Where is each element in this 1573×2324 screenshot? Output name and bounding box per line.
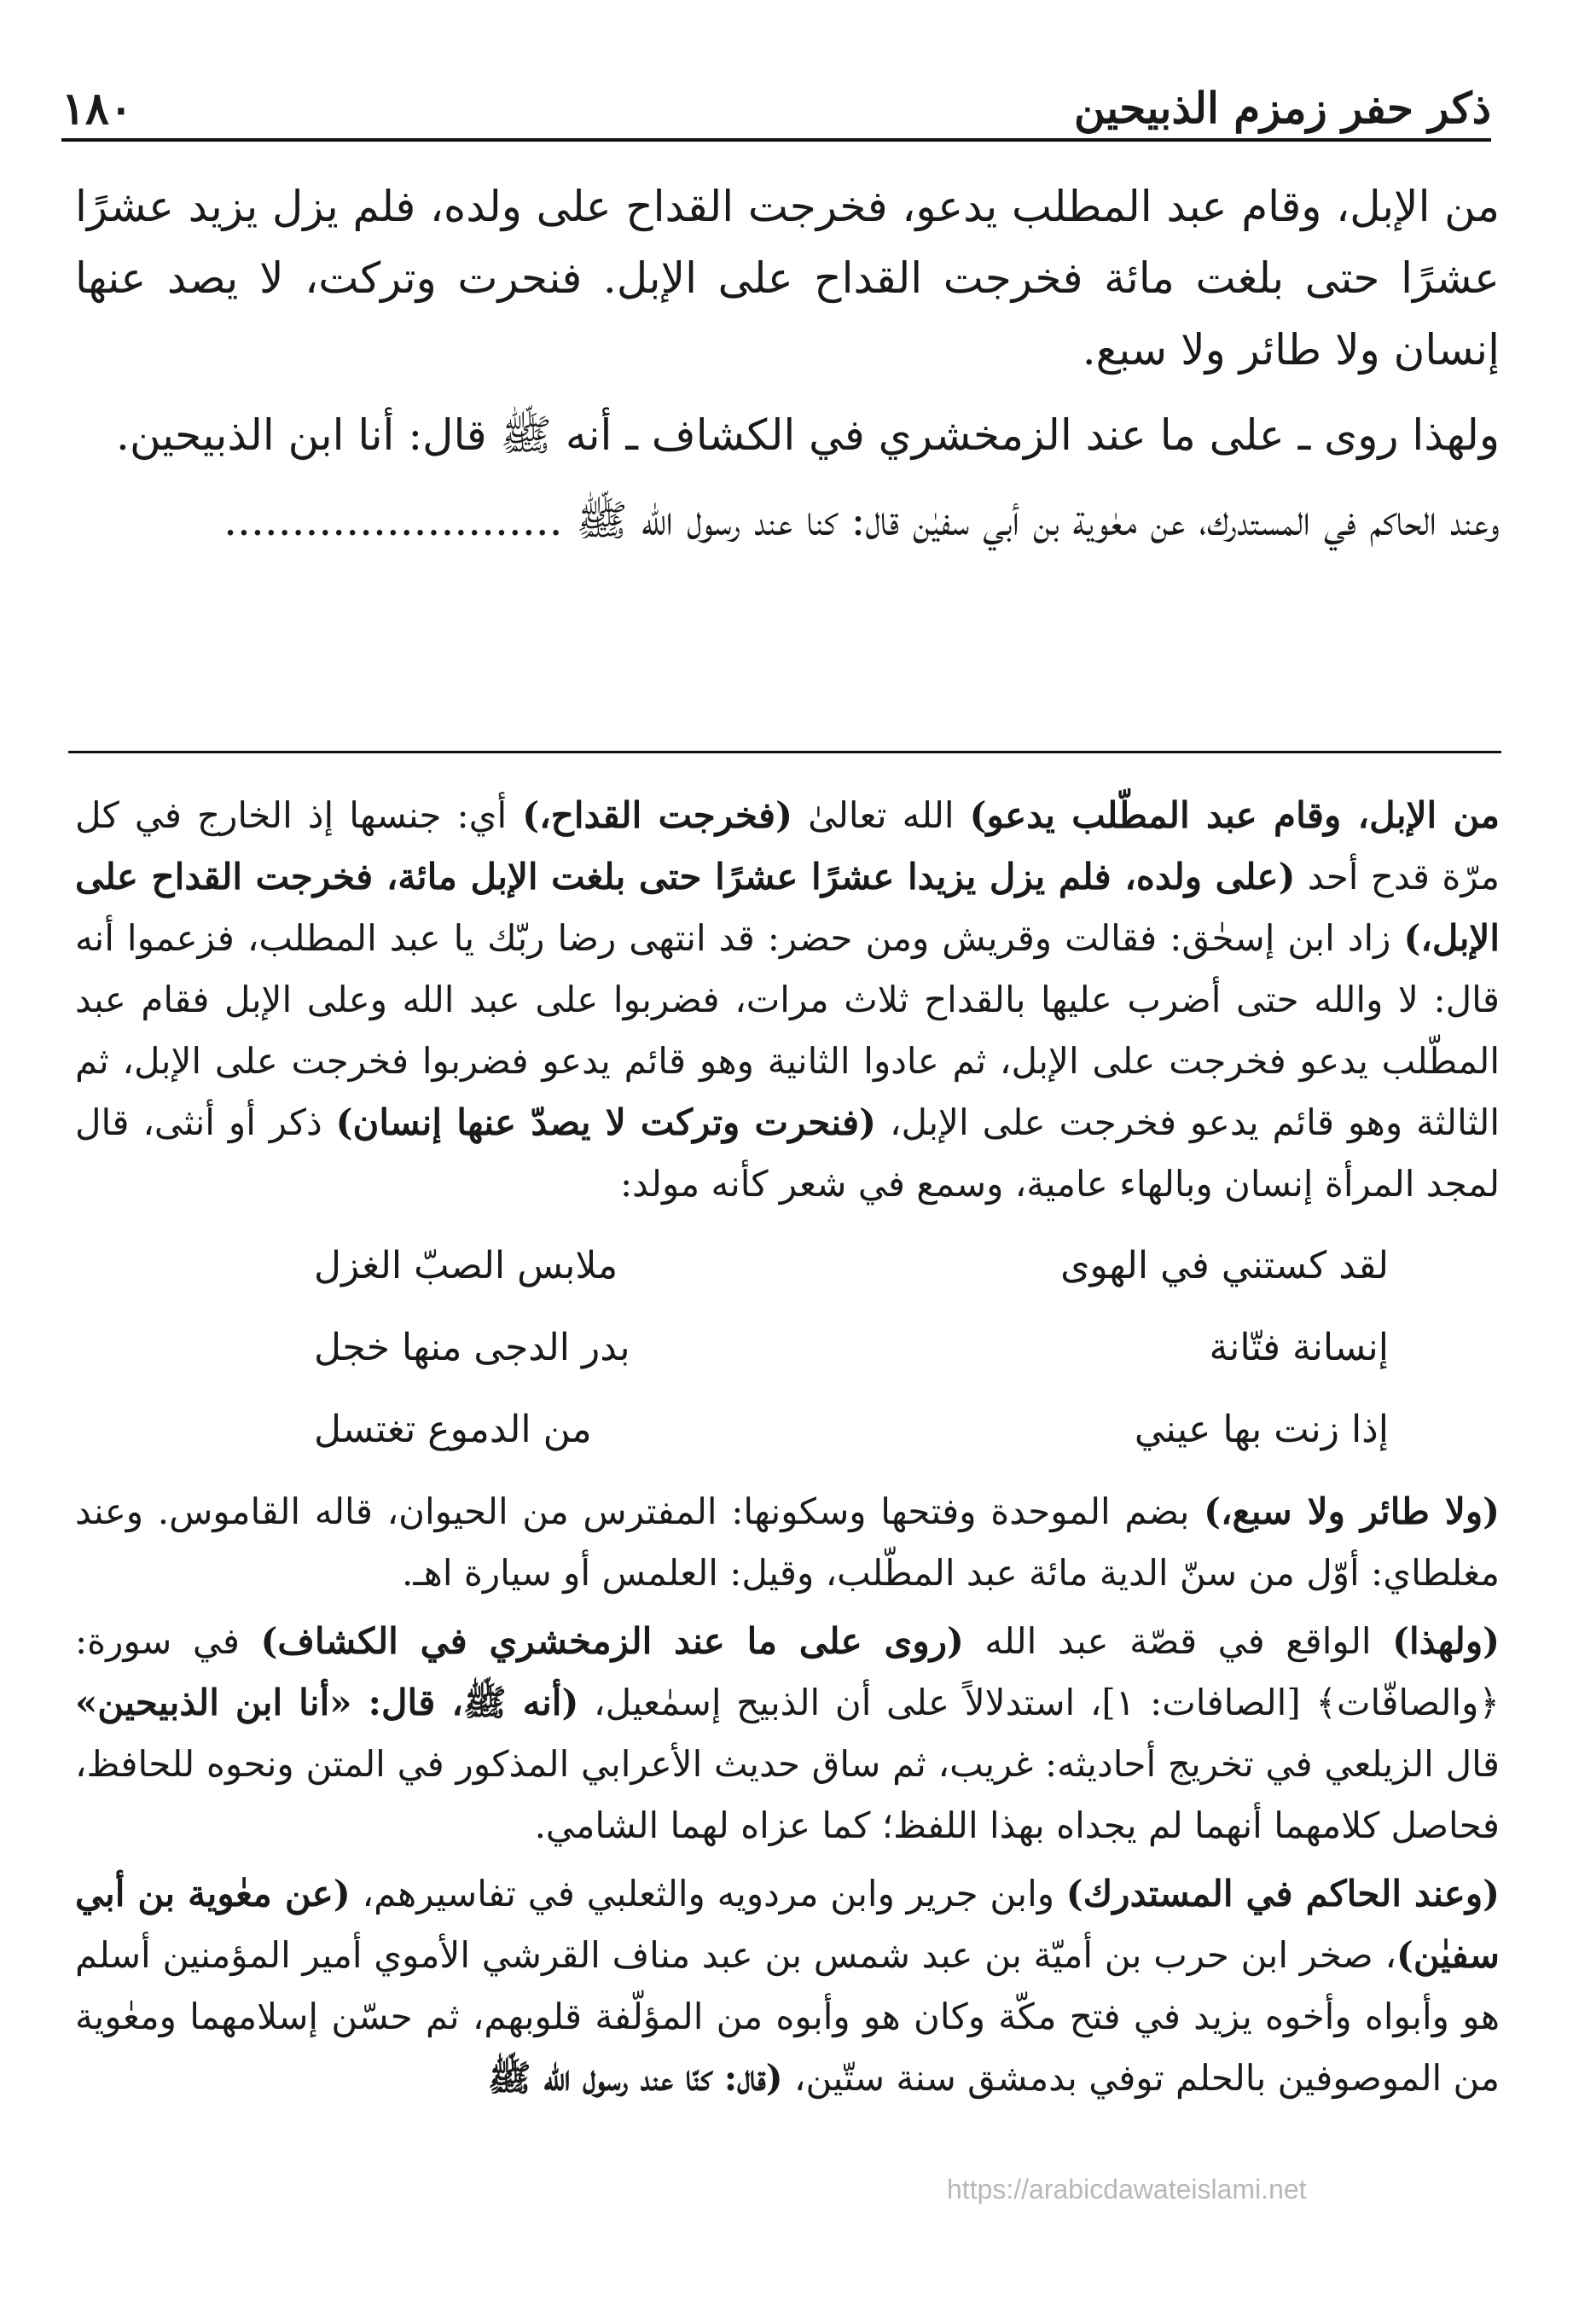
verse-first-hemistich: إنسانة فتّانة — [1209, 1326, 1389, 1369]
quoted-text: (على ولده، فلم يزل يزيدا عشرًا عشرًا حتى بلغت الإبل مائة، فخرجت القداح على الإبل،) — [75, 856, 1500, 959]
quoted-text: (ولا طائر ولا سبع،) — [1204, 1490, 1500, 1532]
commentary-text: الواقع في قصّة عبد الله — [963, 1620, 1393, 1662]
commentary-paragraph — [75, 785, 1500, 1215]
main-text — [75, 171, 1500, 570]
ellipsis-dots: ......................... — [223, 496, 563, 545]
quoted-text: (فنحرت وتركت لا يصدّ عنها إنسان) — [335, 1101, 876, 1143]
commentary-text: قال الزيلعي في تخريج أحاديثه: غريب، ثم ساق حديث الأعرابي المذكور في المتن ونحوه للحافظ، فحاصل كلامهما أنهما لم يجداه بهذا اللفظ؛ كما عزاه لهما الشامي. — [75, 1743, 1500, 1846]
commentary-text: بضم الموحدة وفتحها وسكونها: المفترس من الحيوان، قاله القاموس. وعند مغلطاي: أوّل من سنّ الدية مائة عبد المطّلب، وقيل: العلمس أو سيارة اهـ. — [75, 1490, 1500, 1594]
commentary-text: وابن جرير وابن مردويه والثعلبي في تفاسيرهم، — [350, 1873, 1066, 1914]
poem — [75, 1225, 1500, 1471]
verse-second-hemistich: ملابس الصبّ الغزل — [314, 1244, 618, 1287]
verse-first-hemistich: لقد كستني في الهوى — [1060, 1244, 1389, 1287]
quoted-text: (قال: كنّا عند رسول الله ﷺ — [487, 2057, 783, 2099]
commentary-paragraph — [75, 1863, 1500, 2109]
verse-first-hemistich: إذا زنت بها عيني — [1134, 1408, 1389, 1451]
quoted-text: (عن معٰوية بن أبي سفيٰن) — [75, 1873, 1500, 1976]
commentary-text: الله تعالىٰ — [792, 794, 970, 836]
commentary-paragraph — [75, 1611, 1500, 1856]
commentary-text: أي: جنسها إذ الخارج في كل مرّة قدح أحد — [75, 794, 1500, 898]
main-paragraph: ولهذا روى ـ على ما عند الزمخشري في الكشاف ـ أنه ﷺ قال: أنا ابن الذبيحين. — [116, 410, 1500, 460]
main-paragraph-text: وعند الحاكم في المستدرك، عن معٰوية بن أبي سفيٰن قال: كنا عند رسول الله ﷺ — [576, 496, 1500, 545]
commentary-text: زاد ابن إسحٰق: فقالت وقريش ومن حضر: قد انتهى رضا ربّك يا عبد المطلب، فزعموا أنه قال: لا والله حتى أضرب عليها بالقداح ثلاث مرات، فضربوا على عبد الله وعلى الإبل فقام عبد المطّلب يدعو فخرجت على الإبل، ثم عادوا الثانية وهو قائم يدعو فضربوا فخرجت على الإبل، ثم الثالثة وهو قائم يدعو فخرجت على الإبل، — [75, 917, 1500, 1143]
quoted-text: (ولهذا) — [1392, 1620, 1500, 1662]
quoted-text: (أنه ﷺ، قال: «أنا ابن الذبيحين» — [75, 1682, 579, 1723]
commentary-text: في سورة: ﴿والصافّات﴾ [الصافات: ١]، استدلالاً على أن الذبيح إسمٰعيل، — [75, 1620, 1500, 1723]
poem-verse — [75, 1225, 1500, 1307]
verse-second-hemistich: من الدموع تغتسل — [314, 1408, 592, 1451]
main-paragraph — [75, 485, 1500, 556]
text-divider — [68, 751, 1501, 753]
commentary — [75, 785, 1500, 2116]
page-header — [61, 78, 1491, 142]
main-paragraph: من الإبل، وقام عبد المطلب يدعو، فخرجت القداح على ولده، فلم يزل يزيد عشرًا عشرًا حتى بلغت مائة فخرجت القداح على الإبل. فنحرت وتركت، لا يصد عنها إنسان ولا طائر ولا سبع. — [75, 182, 1500, 375]
page-number: ١٨٠ — [61, 83, 133, 135]
watermark: https://arabicdawateislami.net — [947, 2174, 1307, 2205]
commentary-text: ، صخر ابن حرب بن أميّة بن عبد شمس بن عبد مناف القرشي الأموي أمير المؤمنين أسلم هو وأبواه وأخوه يزيد في فتح مكّة وكان هو وأبوه من المؤلّفة قلوبهم، ثم حسّن إسلامهما ومعٰوية من الموصوفين بالحلم توفي بدمشق سنة ستّين، — [75, 1934, 1500, 2099]
verse-second-hemistich: بدر الدجى منها خجل — [314, 1326, 630, 1369]
running-title: ذكر حفر زمزم الذبيحين — [1074, 83, 1491, 133]
poem-verse — [75, 1307, 1500, 1389]
quoted-text: (روى على ما عند الزمخشري في الكشاف) — [260, 1620, 964, 1662]
poem-verse — [75, 1389, 1500, 1471]
commentary-text: ذكر أو أنثى، قال لمجد المرأة إنسان وبالهاء عامية، وسمع في شعر كأنه مولد: — [75, 1101, 1500, 1205]
quoted-text: من الإبل، وقام عبد المطّلب يدعو) — [969, 794, 1500, 836]
quoted-text: (وعند الحاكم في المستدرك) — [1065, 1873, 1500, 1914]
commentary-paragraph — [75, 1481, 1500, 1604]
quoted-text: (فخرجت القداح،) — [522, 794, 793, 836]
